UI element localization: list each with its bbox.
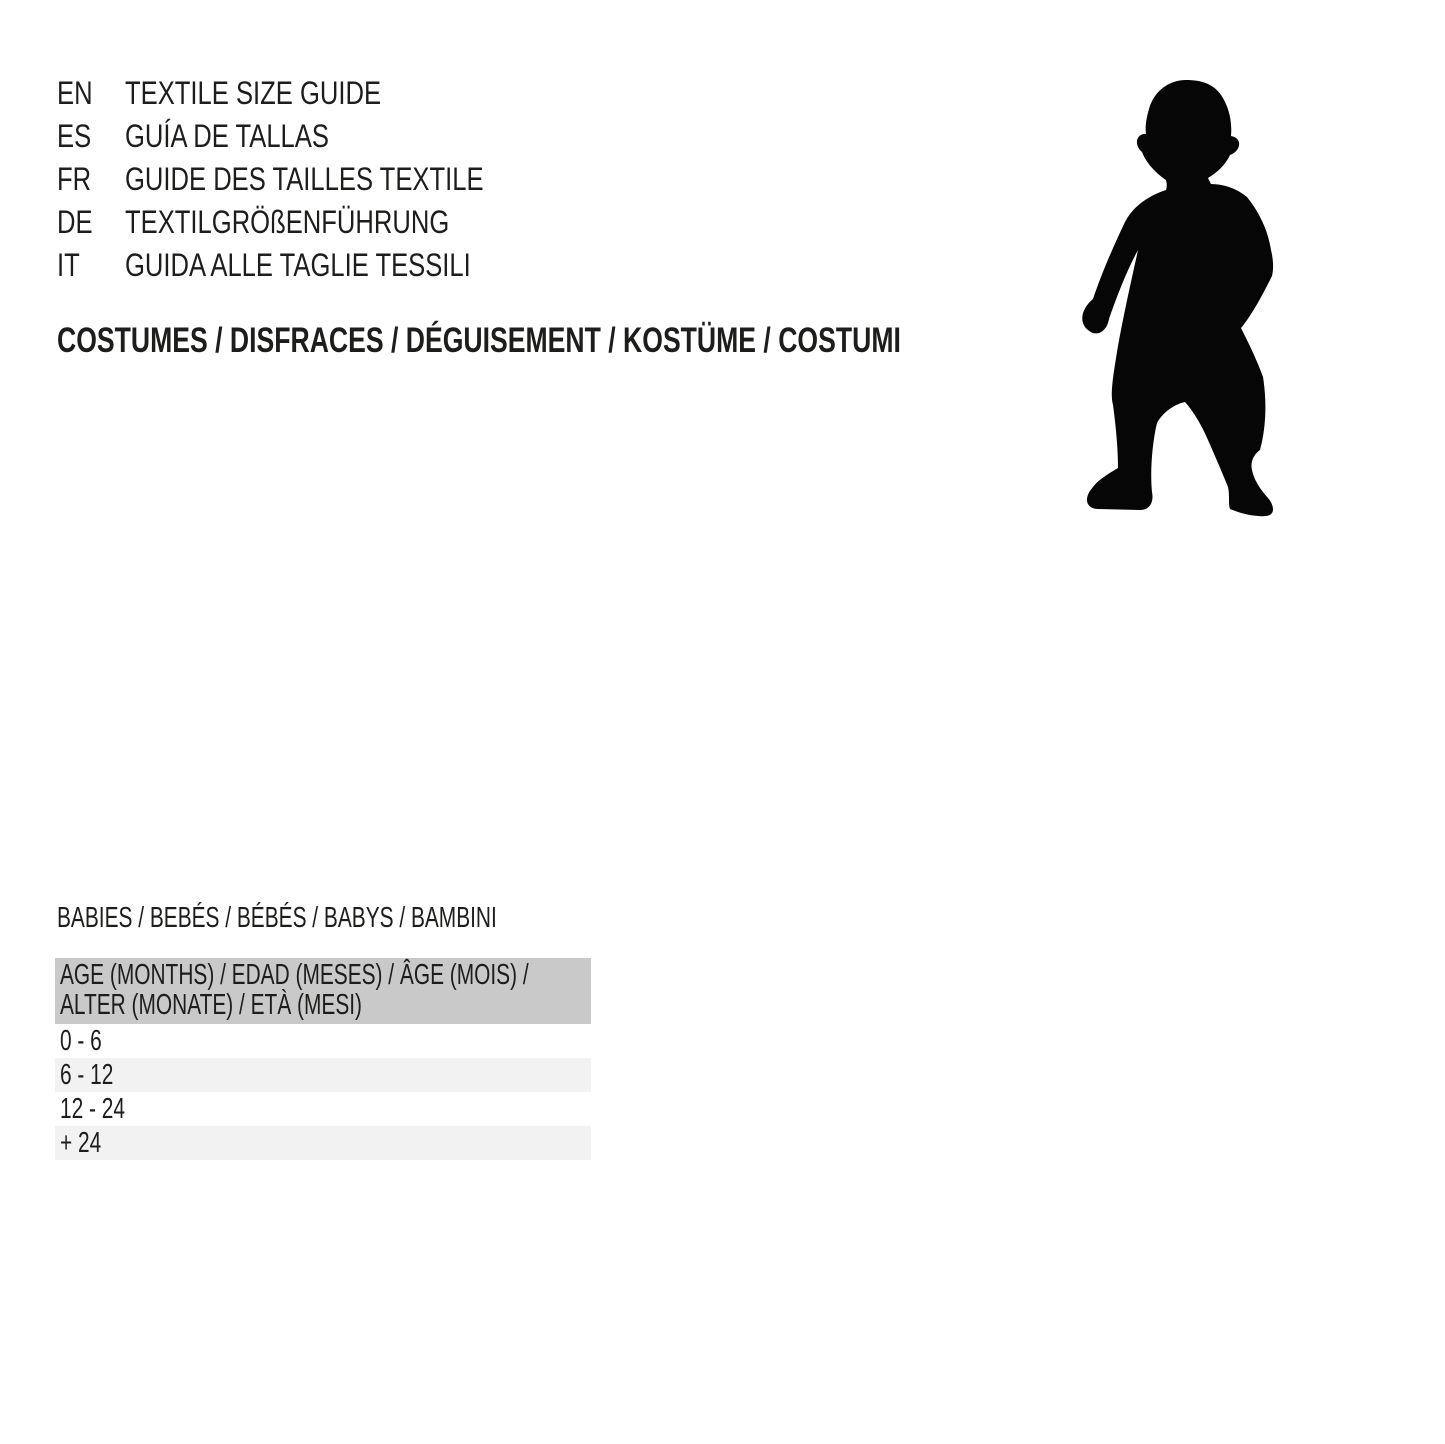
language-row-en bbox=[57, 72, 573, 115]
age-range-value: 0 - 6 bbox=[60, 1025, 102, 1057]
language-label-text: GUÍA DE TALLAS bbox=[125, 118, 329, 154]
size-section-heading-text: BABIES / BEBÉS / BÉBÉS / BABYS / BAMBINI bbox=[57, 902, 497, 934]
language-code-text: IT bbox=[57, 247, 80, 283]
language-code bbox=[57, 201, 125, 244]
language-code-text: EN bbox=[57, 75, 93, 111]
language-label bbox=[125, 72, 445, 115]
language-code bbox=[57, 244, 125, 287]
language-label bbox=[125, 115, 380, 158]
language-code bbox=[57, 158, 125, 201]
table-row bbox=[55, 1058, 591, 1092]
language-label-text: GUIDA ALLE TAGLIE TESSILI bbox=[125, 247, 471, 283]
language-code bbox=[57, 72, 125, 115]
language-label-text: TEXTILE SIZE GUIDE bbox=[125, 75, 382, 111]
age-range-value: 12 - 24 bbox=[60, 1093, 126, 1125]
language-row-it bbox=[57, 244, 573, 287]
language-guide-list bbox=[57, 72, 573, 287]
language-code bbox=[57, 115, 125, 158]
table-header-line-1: AGE (MONTHS) / EDAD (MESES) / ÂGE (MOIS) / bbox=[60, 959, 529, 991]
age-size-table bbox=[55, 958, 591, 1160]
baby-silhouette-svg bbox=[1080, 72, 1280, 522]
language-row-fr bbox=[57, 158, 573, 201]
table-header bbox=[55, 958, 591, 1024]
language-label-text: GUIDE DES TAILLES TEXTILE bbox=[125, 161, 484, 197]
baby-silhouette-icon bbox=[1082, 80, 1273, 516]
table-row bbox=[55, 1024, 591, 1058]
language-code-text: DE bbox=[57, 204, 93, 240]
baby-silhouette-figure bbox=[1080, 72, 1280, 522]
language-code-text: ES bbox=[57, 118, 92, 154]
category-title-text: COSTUMES / DISFRACES / DÉGUISEMENT / KOSTÜME / COSTUMI bbox=[57, 321, 901, 360]
language-label bbox=[125, 201, 530, 244]
age-range-value: + 24 bbox=[60, 1127, 102, 1159]
language-label bbox=[125, 244, 557, 287]
language-row-es bbox=[57, 115, 573, 158]
category-title bbox=[57, 320, 1167, 362]
table-header-line-2: ALTER (MONATE) / ETÀ (MESI) bbox=[60, 988, 363, 1021]
language-code-text: FR bbox=[57, 161, 92, 197]
language-label bbox=[125, 158, 573, 201]
table-row bbox=[55, 1126, 591, 1160]
size-section-heading bbox=[57, 901, 668, 935]
table-row bbox=[55, 1092, 591, 1126]
language-label-text: TEXTILGRÖßENFÜHRUNG bbox=[125, 204, 450, 240]
age-range-value: 6 - 12 bbox=[60, 1059, 114, 1091]
language-row-de bbox=[57, 201, 573, 244]
